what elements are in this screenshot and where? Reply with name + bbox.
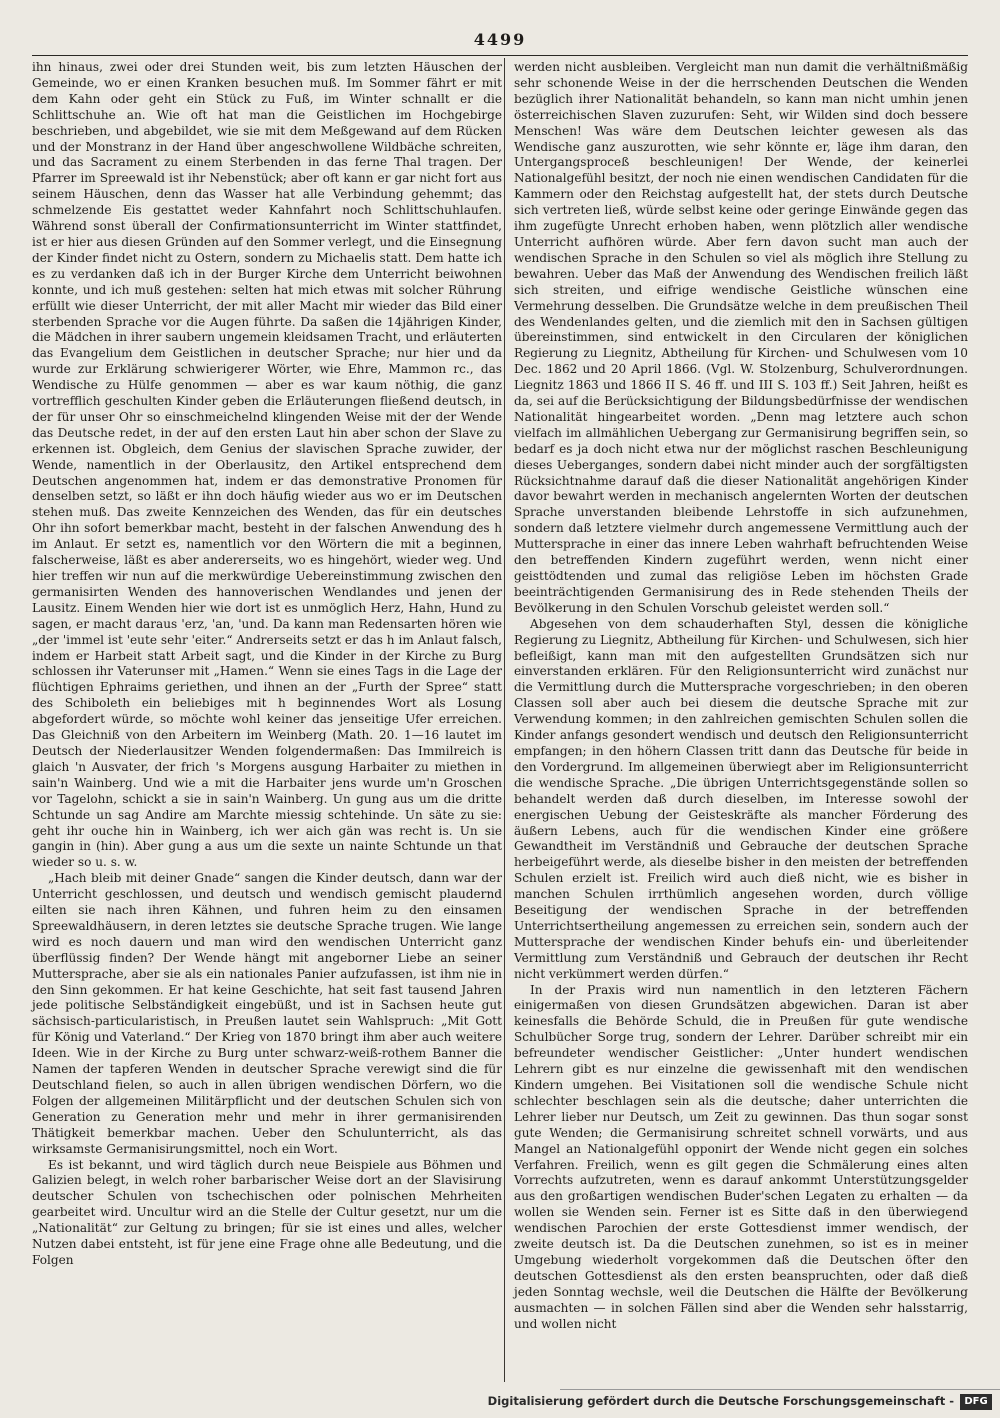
page-number: 4499	[473, 30, 527, 49]
right-column	[514, 60, 968, 1333]
left-column	[32, 60, 502, 1269]
left-paragraph-2: „Hach bleib mit deiner Gnade“ sangen die Kinder deutsch, dann war der Unterricht geschlossen, und deutsch und wendisch gemischt plaudernd eilten sie nach ihren Kähnen, und fuhren heim zu den einsamen Spreewaldhäusern, in deren letztes sie deutsche Sprache trugen. Wie lange wird es noch dauern und man wird den wendischen Unterricht ganz überflüssig finden? Der Wende hängt mit angeborner Liebe an seiner Muttersprache, aber sie als ein nationales Panier aufzufassen, ist ihm nie in den Sinn gekommen. Er hat keine Geschichte, hat seit fast tausend Jahren jede politische Selbständigkeit eingebüßt, und ist in Sachsen heute gut sächsisch-particularistisch, in Preußen lautet sein Wahlspruch: „Mit Gott für König und Vaterland.“ Der Krieg von 1870 bringt ihm aber auch weitere Ideen. Wie in der Kirche zu Burg unter schwarz-weiß-rothem Banner die Namen der tapferen Wenden in deutscher Sprache verewigt sind die für Deutschland fielen, so auch in allen übrigen wendischen Dörfern, wo die Folgen der allgemeinen Militärpflicht und der deutschen Schulen sich von Generation zu Generation mehr und mehr in ihrer germanisirenden Thätigkeit bemerkbar machen. Ueber den Schulunterricht, als das wirksamste Germanisirungsmittel, noch ein Wort.	[32, 871, 502, 1156]
dfg-logo: DFG	[960, 1394, 992, 1410]
footer-rule	[560, 1389, 1000, 1390]
left-paragraph-1: ihn hinaus, zwei oder drei Stunden weit, bis zum letzten Häuschen der Gemeinde, wo er einen Kranken besuchen muß. Im Sommer fährt er mit dem Kahn oder geht ein Stück zu Fuß, im Winter schnallt er die Schlittschuhe an. Wie oft hat man die Geistlichen im Hochgebirge beschrieben, und abgebildet, wie sie mit dem Meßgewand auf dem Rücken und der Monstranz in der Hand über angeschwollene Wildbäche schreiten, und das Sacrament zu einem Sterbenden in das ferne Thal tragen. Der Pfarrer im Spreewald ist ihr Nebenstück; aber oft kann er gar nicht fort aus seinem Häuschen, denn das Wasser hat alle Verbindung gehemmt; das schmelzende Eis gestattet weder Kahnfahrt noch Schlittschuhlaufen. Während sonst überall der Confirmationsunterricht im Winter stattfindet, ist er hier aus diesen Gründen auf den Sommer verlegt, und die Einsegnung der Kinder findet nicht zu Ostern, sondern zu Michaelis statt. Dem hatte ich es zu verdanken daß ich in der Burger Kirche dem Unterricht beiwohnen konnte, und ich muß gestehen: selten hat mich etwas mit solcher Rührung erfüllt wie dieser Unterricht, der mit aller Macht mir wieder das Bild einer sterbenden Sprache vor die Augen führte. Da saßen die 14jährigen Kinder, die Mädchen in ihrer saubern ungemein kleidsamen Tracht, und erläuterten das Evangelium dem Geistlichen in deutscher Sprache; nur hier und da wurde zur Erklärung schwierigerer Wörter, wie Ehre, Mammon rc., das Wendische zu Hülfe genommen — aber es war kaum nöthig, die ganz vortrefflich geschulten Kinder geben die Erläuterungen fließend deutsch, in der für unser Ohr so einschmeichelnd klingenden Weise mit der der Wende das Deutsche redet, in der auf den ersten Laut hin aber schon der Slave zu erkennen ist. Obgleich, dem Genius der slavischen Sprache zuwider, der Wende, namentlich in der Oberlausitz, den Artikel entsprechend dem Deutschen angenommen hat, indem er das demonstrative Pronomen für denselben setzt, so läßt er ihn doch häufig wieder aus wo er im Deutschen stehen muß. Das zweite Kennzeichen des Wenden, das für ein deutsches Ohr ihn sofort bemerkbar macht, besteht in der falschen Anwendung des h im Anlaut. Er setzt es, namentlich vor den Wörtern die mit a beginnen, falscherweise, läßt es aber andererseits, wo es hingehört, wieder weg. Und hier treffen wir nun auf die merkwürdige Uebereinstimmung zwischen den germanisirten Wenden des hannoverischen Wendlandes und jenen der Lausitz. Einem Wenden hier wie dort ist es unmöglich Herz, Hahn, Hund zu sagen, er macht daraus 'erz, 'an, 'und. Da kann man Redensarten hören wie „der 'immel ist 'eute sehr 'eiter.“ Andrerseits setzt er das h im Anlaut falsch, indem er Harbeit statt Arbeit sagt, und die Kinder in der Kirche zu Burg schlossen ihr Vaterunser mit „Hamen.“ Wenn sie eines Tags in die Lage der flüchtigen Ephraims geriethen, und ihnen an der „Furth der Spree“ statt des Schiboleth ein beliebiges mit h beginnendes Wort als Losung abgefordert würde, so möchte wohl keiner das jenseitige Ufer erreichen. Das Gleichniß von den Arbeitern im Weinberg (Math. 20. 1—16 lautet im Deutsch der Niederlausitzer Wenden folgendermaßen: Das Immilreich is glaich 'n Ausvater, der frich 's Morgens ausgung Harbaiter zu miethen in sain'n Wainberg. Und wie a mit die Harbaiter jens wurde um'n Groschen vor Tagelohn, schickt a sie in sain'n Wainberg. Un gung aus um die dritte Schtunde un sag Andire am Marchte miessig schtehinde. Un säte zu sie: geht ihr ouche hin in Wainberg, ich wer aich gän was recht is. Un sie gangin in (hin). Aber gung a aus um die sexte un nainte Schtunde un that wieder so u. s. w.	[32, 60, 502, 870]
column-divider	[504, 58, 505, 1382]
digitization-credit: Digitalisierung gefördert durch die Deutsche Forschungsgemeinschaft -	[487, 1394, 954, 1408]
right-paragraph-2: Abgesehen von dem schauderhaften Styl, dessen die königliche Regierung zu Liegnitz, Abtheilung für Kirchen- und Schulwesen, sich hier befleißigt, kann man mit den aufgestellten Grundsätzen sich nur einverstanden erklären. Für den Religionsunterricht wird zunächst nur die Vermittlung durch die Muttersprache vorgeschrieben; in den oberen Classen soll aber auch bei diesem die deutsche Sprache mit zur Verwendung kommen; in den zahlreichen gemischten Schulen sollen die Kinder anfangs gesondert wendisch und deutsch den Religionsunterricht empfangen; in den höhern Classen tritt dann das Deutsche für beide in den Vordergrund. Im allgemeinen überwiegt aber im Religionsunterricht die wendische Sprache. „Die übrigen Unterrichtsgegenstände sollen so behandelt werden daß durch dieselben, im Interesse sowohl der energischen Uebung der Geisteskräfte als mancher Förderung des äußern Lebens, auch für die wendischen Kinder eine größere Gewandtheit im Verständniß und Gebrauche der deutschen Sprache herbeigeführt werde, als dieselbe bisher in den meisten der betreffenden Schulen erzielt ist. Freilich wird auch dieß nicht, wie es bisher in manchen Schulen irrthümlich angesehen worden, durch völlige Beseitigung der wendischen Sprache in der betreffenden Unterrichtsertheilung angemessen zu erreichen sein, sondern auch der Muttersprache der wendischen Kinder behufs ein- und überleitender Vermittlung zum Verständniß und Gebrauch der deutschen ihr Recht nicht verkümmert werden dürfen.“	[514, 616, 968, 981]
header-rule	[32, 55, 968, 56]
right-paragraph-3: In der Praxis wird nun namentlich in den letzteren Fächern einigermaßen von diesen Grundsätzen abgewichen. Daran ist aber keinesfalls die Behörde Schuld, die in Preußen für gute wendische Schulbücher Sorge trug, sondern der Lehrer. Darüber schreibt mir ein befreundeter wendischer Geistlicher: „Unter hundert wendischen Lehrern gibt es nur einzelne die gewissenhaft mit den wendischen Kindern umgehen. Bei Visitationen soll die wendische Schule nicht schlechter beschlagen sein als die deutsche; daher unterrichten die Lehrer lieber nur Deutsch, um Zeit zu gewinnen. Das thun sogar sonst gute Wenden; die Germanisirung schreitet schnell vorwärts, und aus Mangel an Nationalgefühl opponirt der Wende nicht gegen ein solches Verfahren. Freilich, wenn es gilt gegen die Schmälerung eines alten Vorrechts aufzutreten, wenn es darauf ankommt Unterstützungsgelder aus den großartigen wendischen Buder'schen Legaten zu erhalten — da wollen sie Wenden sein. Ferner ist es Sitte daß in den überwiegend wendischen Parochien der erste Gottesdienst immer wendisch, der zweite deutsch ist. Da die Deutschen zunehmen, so ist es in meiner Umgebung wiederholt vorgekommen daß die Deutschen öfter den deutschen Gottesdienst als den ersten beanspruchten, oder daß dieß jeden Sonntag wechsle, weil die Deutschen die Hälfte der Bevölkerung ausmachten — in solchen Fällen sind aber die Wenden sehr halsstarrig, und wollen nicht	[514, 982, 968, 1331]
left-paragraph-3: Es ist bekannt, und wird täglich durch neue Beispiele aus Böhmen und Galizien belegt, in welch roher barbarischer Weise dort an der Slavisirung deutscher Schulen von tschechischen oder polnischen Mehrheiten gearbeitet wird. Uncultur wird an die Stelle der Cultur gesetzt, nur um die „Nationalität“ zur Geltung zu bringen; für sie ist eines und alles, welcher Nutzen dabei entsteht, ist für jene eine Frage ohne alle Bedeutung, und die Folgen	[32, 1157, 502, 1267]
right-paragraph-1: werden nicht ausbleiben. Vergleicht man nun damit die verhältnißmäßig sehr schonende Weise in der die herrschenden Deutschen die Wenden bezüglich ihrer Nationalität behandeln, so kann man nicht umhin jenen österreichischen Slaven zuzurufen: Seht, wir Wilden sind doch bessere Menschen! Was wäre dem Deutschen leichter gewesen als das Wendische ganz auszurotten, wie sehr könnte er, läge ihm daran, den Untergangsproceß beschleunigen! Der Wende, der keinerlei Nationalgefühl besitzt, der noch nie einen wendischen Candidaten für die Kammern oder den Reichstag aufgestellt hat, der stets durch Deutsche sich vertreten ließ, würde selbst keine oder geringe Einwände gegen das ihm zugefügte Unrecht erhoben haben, wenn plötzlich aller wendische Unterricht aufhören würde. Aber fern davon sucht man auch der wendischen Sprache in den Schulen so viel als möglich ihre Stellung zu bewahren. Ueber das Maß der Anwendung des Wendischen freilich läßt sich streiten, und eifrige wendische Geistliche wünschen eine Vermehrung desselben. Die Grundsätze welche in dem preußischen Theil des Wendenlandes gelten, und die ziemlich mit den in Sachsen gültigen übereinstimmen, sind entwickelt in den Circularen der königlichen Regierung zu Liegnitz, Abtheilung für Kirchen- und Schulwesen vom 10 Dec. 1862 und 20 April 1866. (Vgl. W. Stolzenburg, Schulverordnungen. Liegnitz 1863 und 1866 II S. 46 ff. und III S. 103 ff.) Seit Jahren, heißt es da, sei auf die Berücksichtigung der Bildungsbedürfnisse der wendischen Nationalität hingearbeitet worden. „Denn mag letztere auch schon vielfach im allmählichen Uebergang zur Germanisirung begriffen sein, so bedarf es ja doch nicht etwa nur der möglichst raschen Beschleunigung dieses Ueberganges, sondern dabei nicht minder auch der sorgfältigsten Rücksichtnahme darauf daß die dieser Nationalität angehörigen Kinder davor bewahrt werden in mechanisch angelernten Worten der deutschen Sprache unverstanden bleibende Lehrstoffe in sich aufzunehmen, sondern daß letztere vielmehr durch angemessene Vermittlung auch der Muttersprache in einer das innere Leben wahrhaft befruchtenden Weise den betreffenden Kindern zugeführt werden, wenn nicht einer geisttödtenden und zumal das religiöse Leben im höchsten Grade beeinträchtigenden Germanisirung des in Rede stehenden Theils der Bevölkerung in den Schulen Vorschub geleistet werden soll.“	[514, 60, 968, 615]
